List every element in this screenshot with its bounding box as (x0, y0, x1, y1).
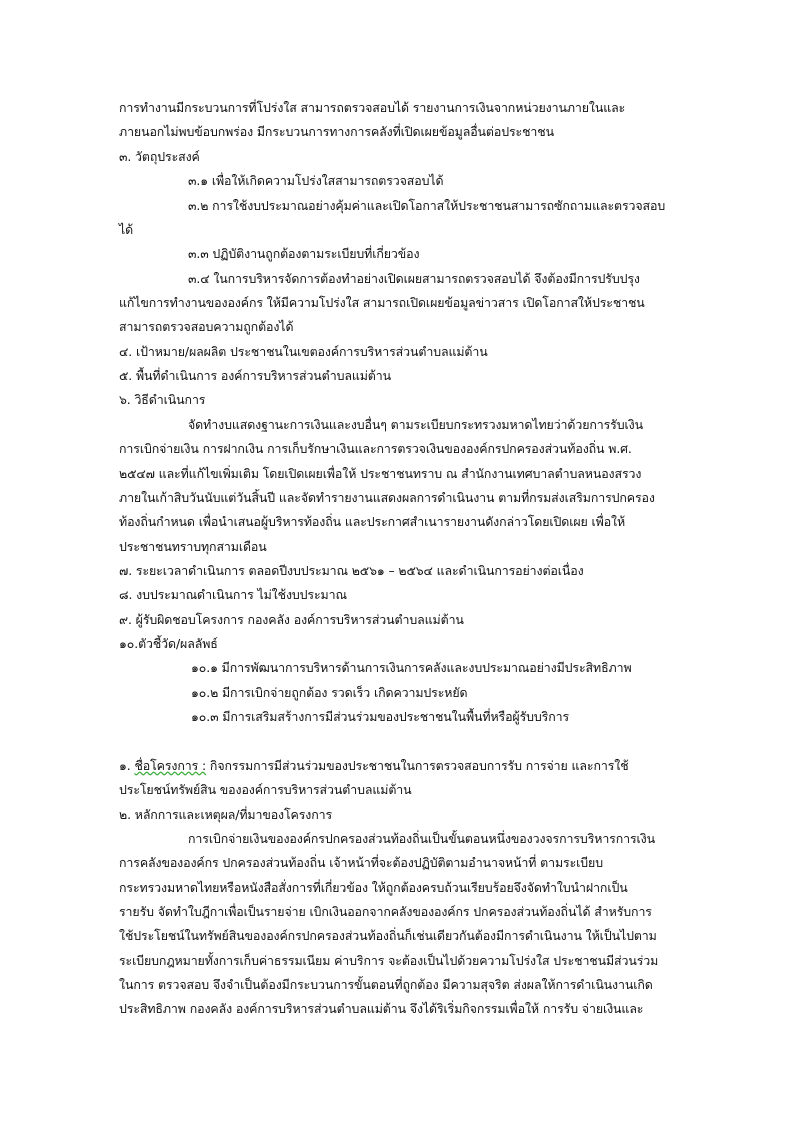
paragraph-line: ระเบียบกฎหมายทั้งการเก็บค่าธรรมเนียม ค่าบริการ จะต้องเป็นไปด้วยความโปร่งใส ประชาชนมีส่วนร่วม (119, 953, 659, 968)
section-heading: ๕. พื้นที่ดำเนินการ องค์การบริหารส่วนตำบลแม่ต้าน (119, 368, 391, 383)
paragraph-line: ประสิทธิภาพ กองคลัง องค์การบริหารส่วนตำบลแม่ต้าน จึงได้ริเริ่มกิจกรรมเพื่อให้ การรับ จ่ายเงินและ (119, 1001, 644, 1016)
section-heading: ๙. ผู้รับผิดชอบโครงการ กองคลัง องค์การบริหารส่วนตำบลแม่ต้าน (119, 612, 464, 627)
section-number: ๑. (119, 758, 131, 773)
paragraph-line: ได้ (119, 222, 134, 237)
paragraph-line: รายรับ จัดทำใบฎีกาเพื่อเป็นรายจ่าย เบิกเงินออกจากคลังขององค์กร ปกครองส่วนท้องถิ่นได้ สำหรับการ (119, 904, 652, 919)
paragraph-line: ภายในเก้าสิบวันนับแต่วันสิ้นปี และจัดทำรายงานแสดงผลการดำเนินงาน ตามที่กรมส่งเสริมการปกครอง (119, 490, 655, 505)
paragraph-line: จัดทำงบแสดงฐานะการเงินและงบอื่นๆ ตามระเบียบกระทรวงมหาดไทยว่าด้วยการรับเงิน (188, 417, 643, 432)
objective-item: ๓.๒ การใช้งบประมาณอย่างคุ้มค่าและเปิดโอกาสให้ประชาชนสามารถซักถามและตรวจสอบ (188, 198, 666, 213)
paragraph-line: ภายนอกไม่พบข้อบกพร่อง มีกระบวนการทางการคลังที่เปิดเผยข้อมูลอื่นต่อประชาชน (119, 124, 554, 139)
paragraph-line: การคลังขององค์กร ปกครองส่วนท้องถิ่น เจ้าหน้าที่จะต้องปฏิบัติตามอำนาจหน้าที่ ตามระเบียบ (119, 855, 603, 870)
paragraph-line: การทำงานมีกระบวนการที่โปร่งใส สามารถตรวจสอบได้ รายงานการเงินจากหน่วยงานภายในและ (119, 100, 626, 115)
objective-item: ๓.๔ ในการบริหารจัดการต้องทำอย่างเปิดเผยสามารถตรวจสอบได้ จึงต้องมีการปรับปรุง (188, 271, 640, 286)
indicator-item: ๑๐.๓ มีการเสริมสร้างการมีส่วนร่วมของประชาชนในพื้นที่หรือผู้รับบริการ (191, 709, 570, 724)
paragraph-line: การเบิกจ่ายเงินขององค์กรปกครองส่วนท้องถิ่นเป็นขั้นตอนหนึ่งของวงจรการบริหารการเงิน (188, 831, 656, 846)
section-heading: ๖. วิธีดำเนินการ (119, 392, 206, 407)
paragraph-line: ๒๕๔๗ และที่แก้ไขเพิ่มเติม โดยเปิดเผยเพื่อให้ ประชาชนทราบ ณ สำนักงานเทศบาลตำบลหนองสรวง (119, 466, 642, 481)
paragraph-line: แก้ไขการทำงานขององค์กร ให้มีความโปร่งใส สามารถเปิดเผยข้อมูลข่าวสาร เปิดโอกาสให้ประชาชน (119, 295, 645, 310)
paragraph-line: ใช้ประโยชน์ในทรัพย์สินขององค์กรปกครองส่วนท้องถิ่นก็เช่นเดียวกันต้องมีการดำเนินงาน ให้เป็นไปตาม (119, 928, 657, 943)
paragraph-line: การเบิกจ่ายเงิน การฝากเงิน การเก็บรักษาเงินและการตรวจเงินขององค์กรปกครองส่วนท้องถิ่น พ.ศ. (119, 441, 632, 456)
project-name-text: กิจกรรมการมีส่วนร่วมของประชาชนในการตรวจสอบการรับ การจ่าย และการใช้ (206, 758, 629, 773)
section-heading: ๑๐.ตัวชี้วัด/ผลลัพธ์ (119, 636, 218, 651)
paragraph-line: ในการ ตรวจสอบ จึงจำเป็นต้องมีกระบวนการขั้นตอนที่ถูกต้อง มีความสุจริต ส่งผลให้การดำเนินงานเกิด (119, 977, 653, 992)
section-heading: ๓. วัตถุประสงค์ (119, 149, 200, 164)
section-heading: ๘. งบประมาณดำเนินการ ไม่ใช้งบประมาณ (119, 587, 347, 602)
section-heading: ๔. เป้าหมาย/ผลผลิต ประชาชนในเขตองค์การบริหารส่วนตำบลแม่ต้าน (119, 344, 488, 359)
objective-item: ๓.๓ ปฏิบัติงานถูกต้องตามระเบียบที่เกี่ยวข้อง (188, 246, 420, 261)
paragraph-line: สามารถตรวจสอบความถูกต้องได้ (119, 319, 294, 334)
paragraph-line: ท้องถิ่นกำหนด เพื่อนำเสนอผู้บริหารท้องถิ่น และประกาศสำเนารายงานดังกล่าวโดยเปิดเผย เพื่อให้ (119, 514, 626, 529)
project-name-label: ชื่อโครงการ : (134, 758, 207, 773)
indicator-item: ๑๐.๒ มีการเบิกจ่ายถูกต้อง รวดเร็ว เกิดความประหยัด (191, 685, 468, 700)
project-title-line (119, 754, 629, 778)
section-heading: ๗. ระยะเวลาดำเนินการ ตลอดปีงบประมาณ ๒๕๖๑ – ๒๕๖๔ และดำเนินการอย่างต่อเนื่อง (119, 563, 584, 578)
objective-item: ๓.๑ เพื่อให้เกิดความโปร่งใสสามารถตรวจสอบได้ (188, 173, 444, 188)
section-heading: ๒. หลักการและเหตุผล/ที่มาของโครงการ (119, 807, 333, 822)
paragraph-line: กระทรวงมหาดไทยหรือหนังสือสั่งการที่เกี่ยวข้อง ให้ถูกต้องครบถ้วนเรียบร้อยจึงจัดทำใบนำฝากเป็น (119, 880, 628, 895)
indicator-item: ๑๐.๑ มีการพัฒนาการบริหารด้านการเงินการคลังและงบประมาณอย่างมีประสิทธิภาพ (191, 660, 632, 675)
paragraph-line: ประชาชนทราบทุกสามเดือน (119, 539, 267, 554)
paragraph-line: ประโยชน์ทรัพย์สิน ขององค์การบริหารส่วนตำบลแม่ต้าน (119, 782, 412, 797)
